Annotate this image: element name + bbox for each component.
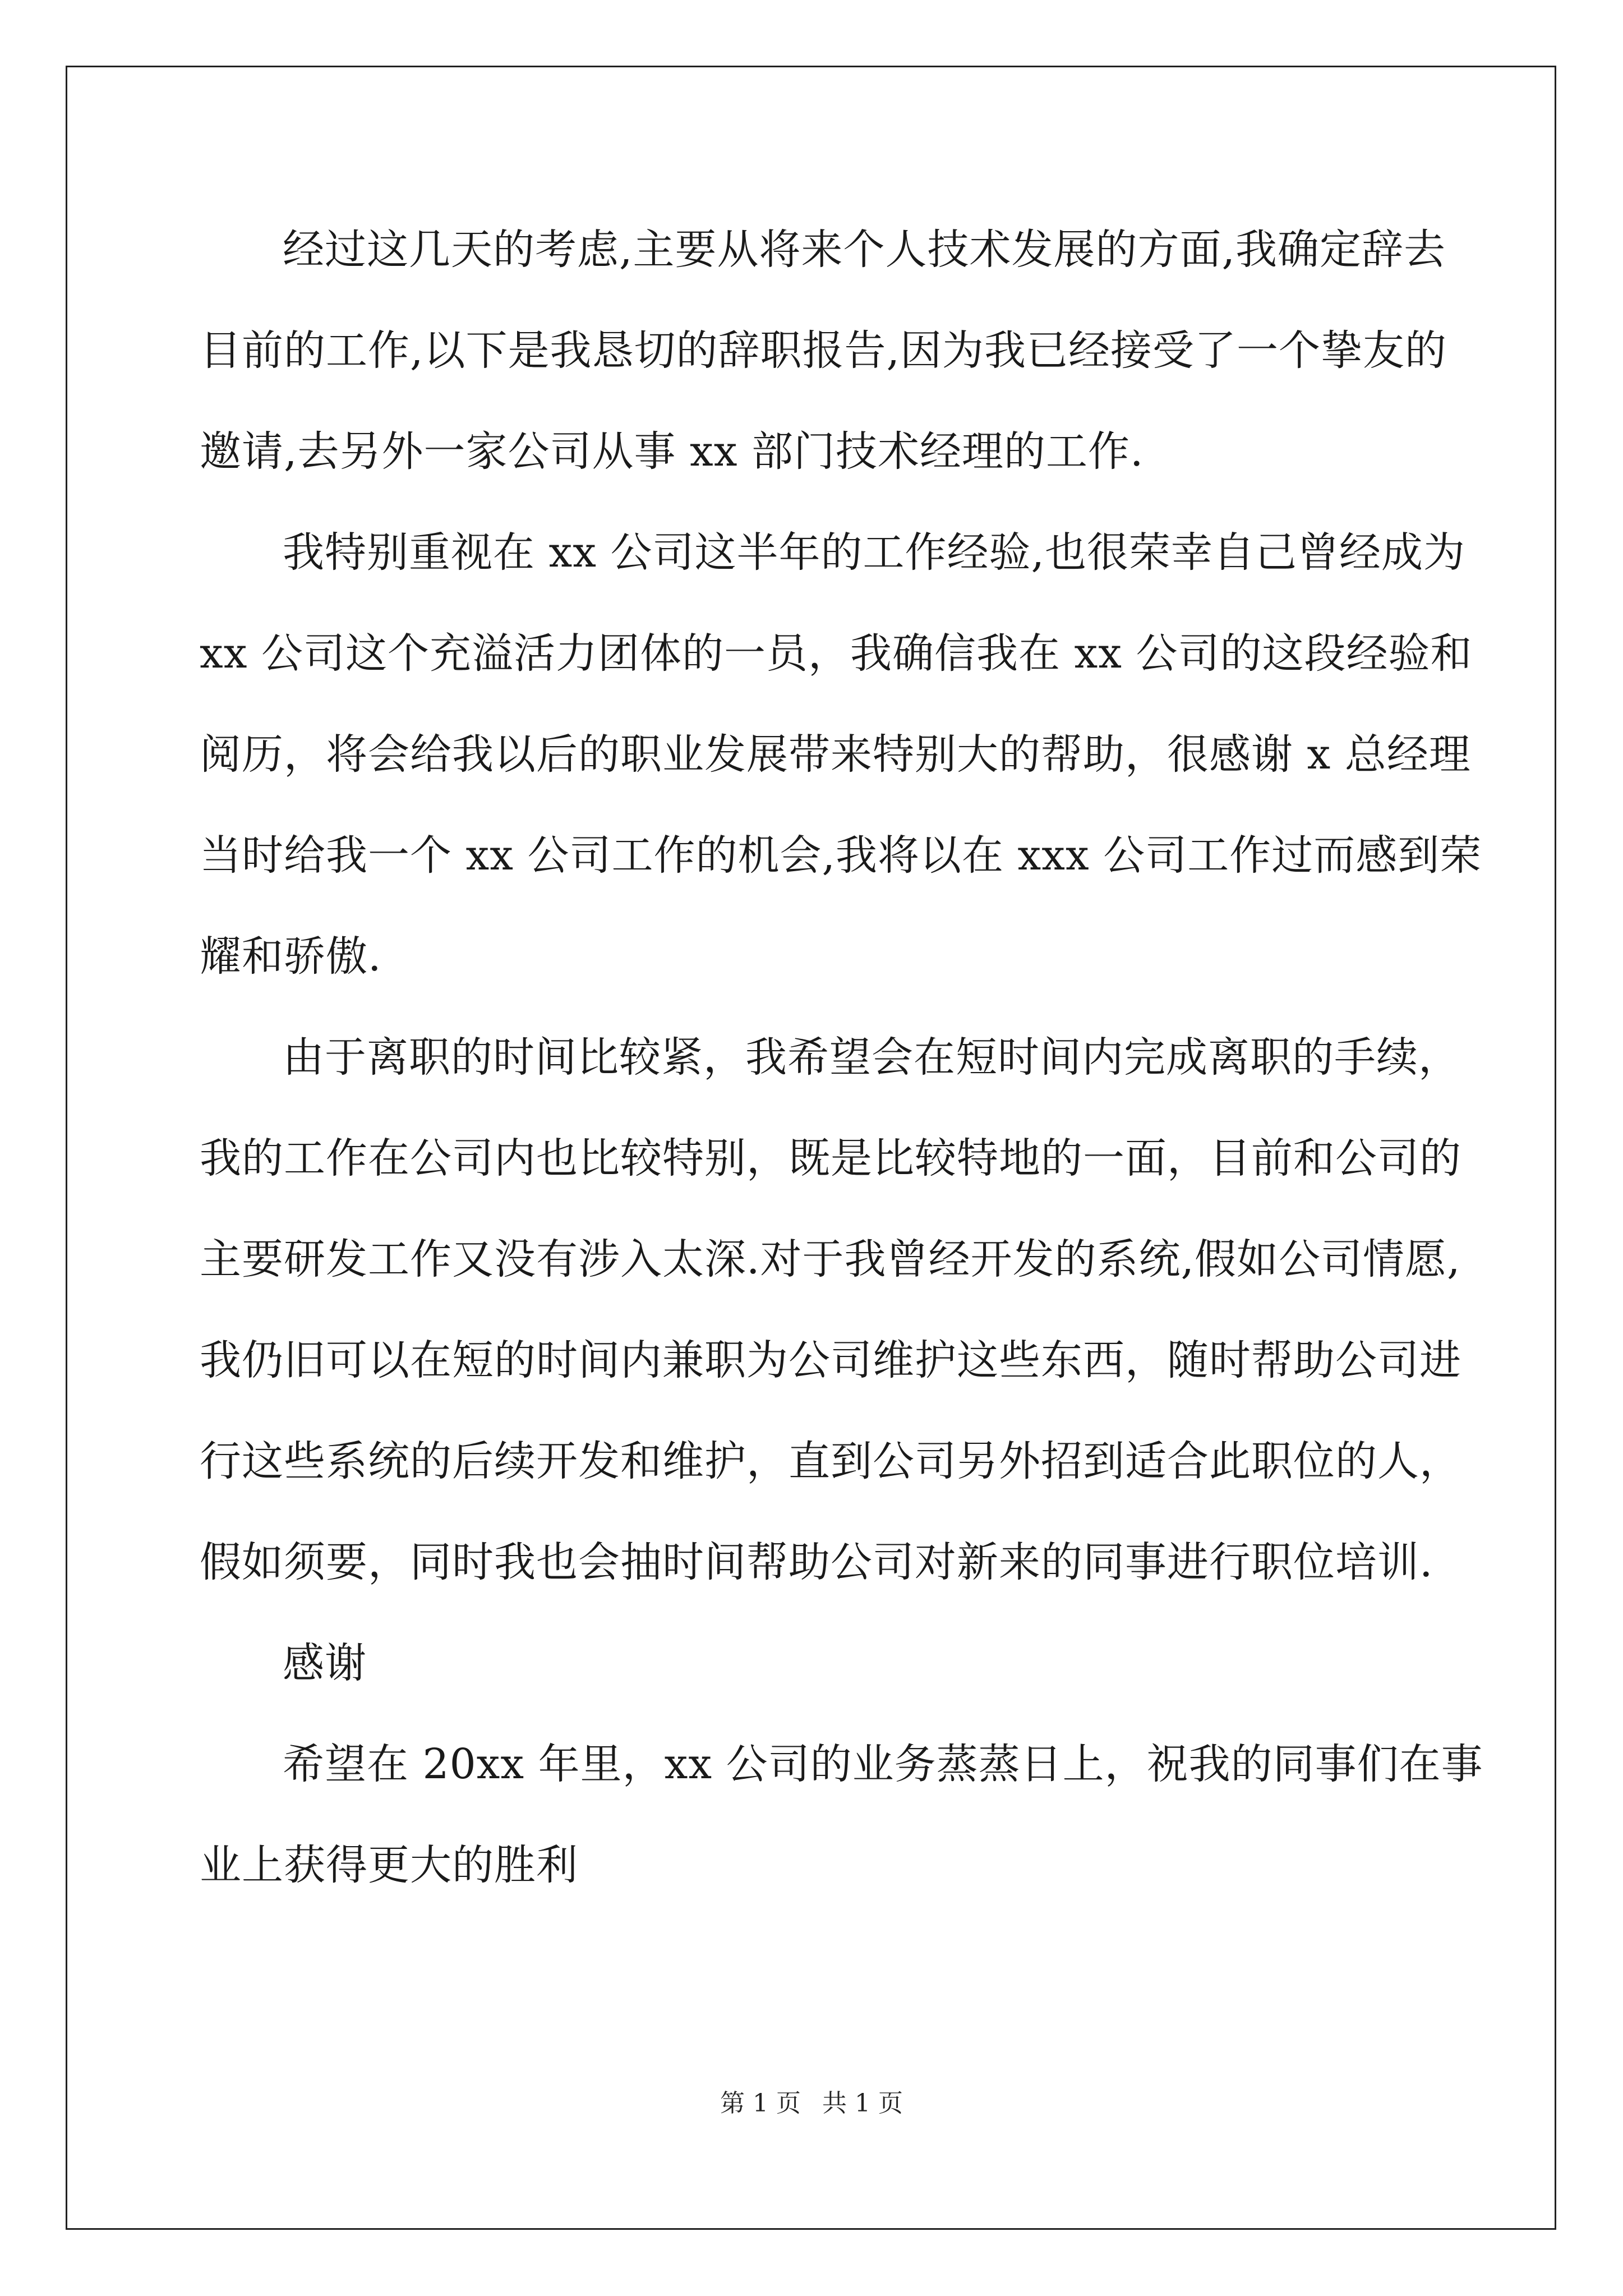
text-line: 邀请,去另外一家公司从事 xx 部门技术经理的工作.	[200, 427, 1144, 476]
text-line: 阅历，将会给我以后的职业发展带来特别大的帮助，很感谢 x 总经理	[200, 730, 1471, 779]
text-line: 感谢	[283, 1639, 367, 1687]
text-line: xx 公司这个充溢活力团体的一员，我确信我在 xx 公司的这段经验和	[200, 629, 1473, 678]
text-line: 经过这几天的考虑,主要从将来个人技术发展的方面,我确定辞去	[283, 226, 1446, 274]
page-number-current: 第 1 页	[720, 2089, 801, 2118]
page-number-total: 共 1 页	[822, 2089, 903, 2118]
text-line: 我的工作在公司内也比较特别，既是比较特地的一面，目前和公司的	[200, 1134, 1461, 1182]
text-line: 耀和骄傲.	[200, 932, 382, 981]
text-line: 我特别重视在 xx 公司这半年的工作经验,也很荣幸自己曾经成为	[283, 528, 1466, 577]
paragraph-thanks	[200, 1630, 1433, 1731]
text-line: 主要研发工作又没有涉入太深.对于我曾经开发的系统,假如公司情愿,	[200, 1235, 1461, 1283]
paragraph-gratitude-experience	[200, 519, 1482, 1024]
text-line: 假如须要，同时我也会抽时间帮助公司对新来的同事进行职位培训.	[200, 1538, 1433, 1586]
paragraph-resignation-decision	[200, 216, 1447, 519]
text-line: 希望在 20xx 年里，xx 公司的业务蒸蒸日上，祝我的同事们在事	[283, 1740, 1483, 1788]
text-line: 当时给我一个 xx 公司工作的机会,我将以在 xxx 公司工作过而感到荣	[200, 831, 1482, 880]
text-line: 由于离职的时间比较紧，我希望会在短时间内完成离职的手续，	[283, 1033, 1460, 1082]
text-line: 业上获得更大的胜利	[200, 1841, 578, 1889]
paragraph-closing-wishes	[200, 1731, 1483, 1932]
page-footer	[0, 2087, 1623, 2120]
paragraph-handover	[200, 1024, 1461, 1630]
text-line: 我仍旧可以在短的时间内兼职为公司维护这些东西，随时帮助公司进	[200, 1336, 1461, 1384]
text-line: 目前的工作,以下是我恳切的辞职报告,因为我已经接受了一个挚友的	[200, 326, 1447, 375]
document-body	[200, 216, 1483, 1932]
text-line: 行这些系统的后续开发和维护，直到公司另外招到适合此职位的人，	[200, 1437, 1461, 1485]
